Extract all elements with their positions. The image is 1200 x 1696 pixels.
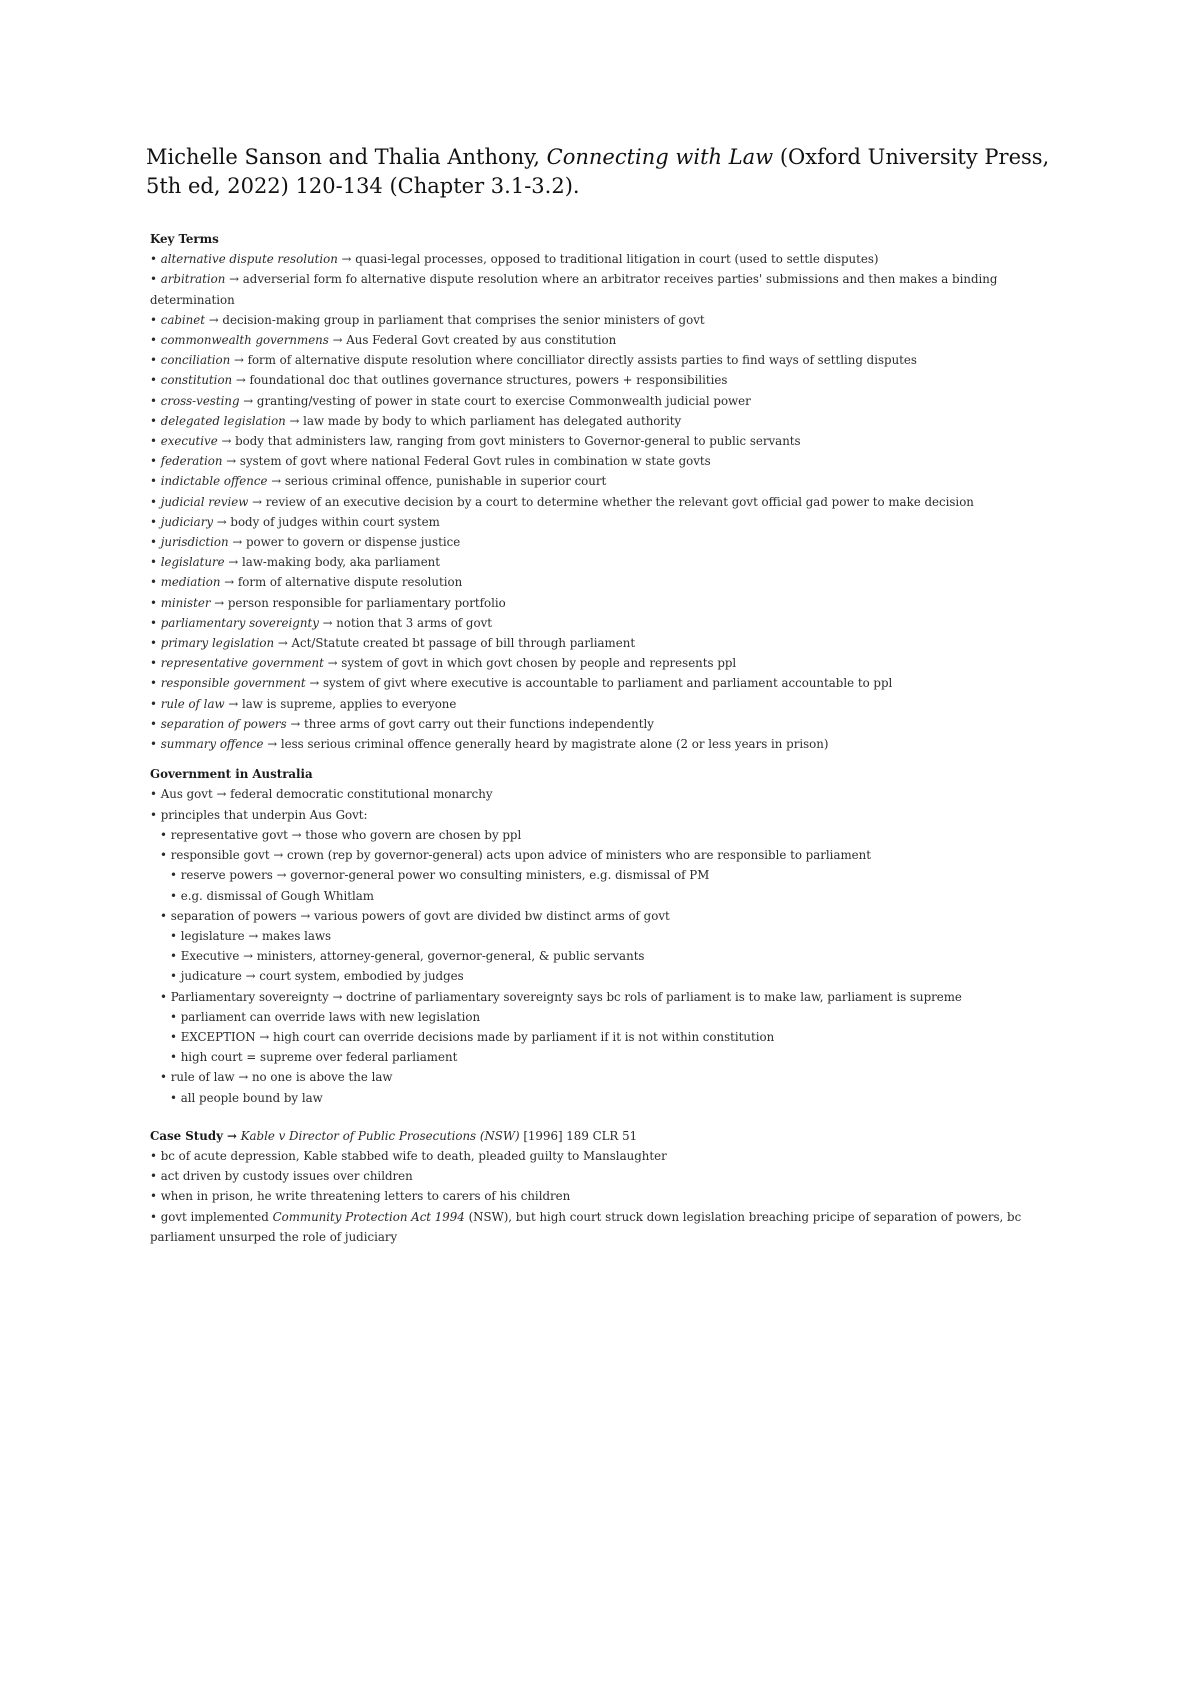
arrow-icon: → bbox=[224, 696, 242, 711]
bullet: • bbox=[150, 656, 161, 671]
key-term: alternative dispute resolution bbox=[160, 252, 338, 267]
list-item: • reserve powers → governor-general power wo consulting ministers, e.g. dismissal of PM bbox=[170, 868, 710, 883]
arrow-icon: → bbox=[228, 535, 246, 550]
arrow-icon: → bbox=[205, 312, 223, 327]
key-term: responsible government bbox=[160, 676, 306, 691]
key-term: arbitration bbox=[160, 272, 226, 287]
key-term-item bbox=[150, 310, 1050, 330]
bullet: • bbox=[150, 393, 161, 408]
bullet: • bbox=[150, 676, 161, 691]
key-term-item bbox=[150, 593, 1050, 613]
case-citation: [1996] 189 CLR 51 bbox=[523, 1128, 638, 1143]
key-term-item bbox=[150, 350, 1050, 370]
title-publication: (Oxford University Press, 5th ed, 2022) 120-134 (Chapter 3.1-3.2). bbox=[146, 145, 1050, 198]
bullet: • bbox=[150, 252, 161, 267]
key-term-item bbox=[150, 391, 1050, 411]
key-term-item bbox=[150, 330, 1050, 350]
key-term: judicial review bbox=[160, 494, 249, 509]
list-item: • judicature → court system, embodied by judges bbox=[170, 969, 464, 984]
arrow-icon: → bbox=[217, 434, 236, 449]
arrow-icon: → bbox=[286, 716, 305, 731]
key-term-definition: law-making body, aka parliament bbox=[242, 555, 441, 570]
key-term-item bbox=[150, 411, 1050, 431]
list-item: • when in prison, he write threatening letters to carers of his children bbox=[150, 1189, 571, 1204]
key-term-definition: serious criminal offence, punishable in superior court bbox=[284, 474, 607, 489]
key-term: executive bbox=[160, 434, 218, 449]
act-name: Community Protection Act 1994 bbox=[272, 1209, 465, 1224]
key-term-definition: quasi-legal processes, opposed to traditional litigation in court (used to settle disputes) bbox=[355, 252, 879, 267]
bullet: • bbox=[150, 716, 161, 731]
case-study-list bbox=[150, 1146, 1050, 1247]
bullet: • bbox=[150, 535, 161, 550]
key-term-definition: Aus Federal Govt created by aus constitution bbox=[346, 333, 617, 348]
bullet: • bbox=[150, 494, 161, 509]
key-term-definition: body of judges within court system bbox=[230, 514, 440, 529]
list-item: • Parliamentary sovereignty → doctrine of parliamentary sovereignty says bc rols of parliament is to make law, parliament is supreme bbox=[160, 989, 962, 1004]
list-item: • rule of law → no one is above the law bbox=[160, 1070, 393, 1085]
government-list bbox=[150, 784, 1050, 1107]
key-term-item bbox=[150, 431, 1050, 451]
key-term-definition: foundational doc that outlines governance structures, powers + responsibilities bbox=[249, 373, 728, 388]
key-term-item bbox=[150, 471, 1050, 491]
key-term-definition: Act/Statute created bt passage of bill through parliament bbox=[291, 636, 636, 651]
key-terms-heading: Key Terms bbox=[150, 232, 219, 246]
bullet: • bbox=[150, 413, 161, 428]
key-term: primary legislation bbox=[160, 636, 275, 651]
key-term-item bbox=[150, 673, 1050, 693]
key-terms-list bbox=[150, 249, 1050, 754]
key-term: summary offence bbox=[160, 737, 264, 752]
list-item: • Aus govt → federal democratic constitutional monarchy bbox=[150, 787, 493, 802]
key-term-definition: body that administers law, ranging from govt ministers to Governor-general to public servants bbox=[235, 434, 801, 449]
key-term: conciliation bbox=[160, 353, 231, 368]
key-term: federation bbox=[160, 454, 223, 469]
key-term: delegated legislation bbox=[160, 413, 286, 428]
key-term-item bbox=[150, 633, 1050, 653]
list-item bbox=[150, 1207, 1050, 1247]
key-term-item bbox=[150, 572, 1050, 592]
bullet: • bbox=[150, 353, 161, 368]
key-term: parliamentary sovereignty bbox=[160, 615, 319, 630]
key-term-definition: form of alternative dispute resolution bbox=[237, 575, 463, 590]
key-term: cabinet bbox=[160, 312, 206, 327]
key-term-definition: power to govern or dispense justice bbox=[245, 535, 461, 550]
key-term-definition: person responsible for parliamentary portfolio bbox=[227, 595, 506, 610]
list-item: • separation of powers → various powers of govt are divided bw distinct arms of govt bbox=[160, 908, 670, 923]
key-term: jurisdiction bbox=[160, 535, 229, 550]
arrow-icon: → bbox=[323, 656, 342, 671]
arrow-icon: → bbox=[318, 615, 337, 630]
key-term-item bbox=[150, 269, 1050, 309]
bullet: • bbox=[150, 434, 161, 449]
citation-title bbox=[146, 143, 1056, 201]
arrow-icon: → bbox=[220, 575, 238, 590]
key-term: minister bbox=[160, 595, 211, 610]
list-item: • Executive → ministers, attorney-general, governor-general, & public servants bbox=[170, 949, 645, 964]
title-book: Connecting with Law bbox=[546, 145, 774, 169]
arrow-icon: → bbox=[230, 353, 248, 368]
key-term: constitution bbox=[160, 373, 233, 388]
key-term-item bbox=[150, 492, 1050, 512]
bullet: • bbox=[150, 575, 161, 590]
key-term-definition: notion that 3 arms of govt bbox=[336, 615, 492, 630]
case-name: Kable v Director of Public Prosecutions (NSW) bbox=[240, 1128, 520, 1143]
key-term: judiciary bbox=[160, 514, 214, 529]
key-term-item bbox=[150, 370, 1050, 390]
arrow-icon: → bbox=[222, 454, 240, 469]
key-term: rule of law bbox=[160, 696, 225, 711]
list-item: • high court = supreme over federal parliament bbox=[170, 1050, 458, 1065]
key-term: legislature bbox=[160, 555, 225, 570]
bullet: • bbox=[150, 454, 161, 469]
key-term-definition: law made by body to which parliament has delegated authority bbox=[303, 413, 682, 428]
bullet: • bbox=[150, 737, 161, 752]
arrow-icon: → bbox=[263, 737, 281, 752]
arrow-icon: → bbox=[305, 676, 323, 691]
arrow-icon: → bbox=[225, 272, 243, 287]
key-term: separation of powers bbox=[160, 716, 287, 731]
title-authors: Michelle Sanson and Thalia Anthony, bbox=[146, 145, 547, 169]
arrow-icon: → bbox=[239, 393, 257, 408]
case-study-label: Case Study → bbox=[150, 1128, 237, 1143]
list-item: • all people bound by law bbox=[170, 1090, 323, 1105]
key-term-definition: review of an executive decision by a court to determine whether the relevant govt official gad power to make decision bbox=[265, 494, 974, 509]
arrow-icon: → bbox=[210, 595, 228, 610]
key-term-item bbox=[150, 734, 1050, 754]
bullet: • bbox=[150, 333, 161, 348]
list-item: • bc of acute depression, Kable stabbed wife to death, pleaded guilty to Manslaughter bbox=[150, 1148, 667, 1163]
bullet: • bbox=[150, 474, 161, 489]
key-term: cross-vesting bbox=[160, 393, 240, 408]
key-term-item bbox=[150, 694, 1050, 714]
bullet: • bbox=[150, 615, 161, 630]
key-term-item bbox=[150, 552, 1050, 572]
list-item: • legislature → makes laws bbox=[170, 928, 332, 943]
arrow-icon: → bbox=[267, 474, 285, 489]
bullet: • bbox=[150, 555, 161, 570]
list-item: • act driven by custody issues over children bbox=[150, 1169, 413, 1184]
key-term-item bbox=[150, 613, 1050, 633]
list-item: • representative govt → those who govern are chosen by ppl bbox=[160, 827, 522, 842]
key-term-definition: three arms of govt carry out their functions independently bbox=[304, 716, 654, 731]
key-term: representative government bbox=[160, 656, 324, 671]
bullet: • bbox=[150, 696, 161, 711]
key-term-item bbox=[150, 714, 1050, 734]
key-term-definition: decision-making group in parliament that comprises the senior ministers of govt bbox=[222, 312, 705, 327]
key-term: indictable offence bbox=[160, 474, 268, 489]
list-item: • e.g. dismissal of Gough Whitlam bbox=[170, 888, 374, 903]
arrow-icon: → bbox=[224, 555, 243, 570]
list-item: • EXCEPTION → high court can override decisions made by parliament if it is not within constitution bbox=[170, 1029, 775, 1044]
bullet: • bbox=[150, 595, 161, 610]
list-item: • principles that underpin Aus Govt: bbox=[150, 807, 368, 822]
case-item-text: (NSW), but high court struck down legislation breaching pricipe of separation of powers, bc parliament unsurped the role of judiciary bbox=[150, 1209, 1022, 1244]
key-term-item bbox=[150, 512, 1050, 532]
case-item-text: • govt implemented bbox=[150, 1209, 273, 1224]
key-term-definition: system of givt where executive is accountable to parliament and parliament accountable to ppl bbox=[322, 676, 893, 691]
bullet: • bbox=[150, 636, 161, 651]
bullet: • bbox=[150, 514, 161, 529]
government-heading: Government in Australia bbox=[150, 767, 313, 782]
key-term-definition: form of alternative dispute resolution where concilliator directly assists parties to find ways of settling disputes bbox=[247, 353, 917, 368]
key-term-item bbox=[150, 532, 1050, 552]
arrow-icon: → bbox=[232, 373, 250, 388]
key-term-item bbox=[150, 451, 1050, 471]
list-item: • parliament can override laws with new legislation bbox=[170, 1009, 481, 1024]
bullet: • bbox=[150, 272, 161, 287]
arrow-icon: → bbox=[274, 636, 292, 651]
key-term-definition: law is supreme, applies to everyone bbox=[241, 696, 457, 711]
key-term: mediation bbox=[160, 575, 221, 590]
key-term: commonwealth governmens bbox=[160, 333, 329, 348]
key-term-item bbox=[150, 249, 1050, 269]
key-term-definition: adverserial form fo alternative dispute resolution where an arbitrator receives parties' submissions and then makes a binding determination bbox=[150, 272, 998, 307]
case-study-header bbox=[150, 1126, 1050, 1146]
notes-body bbox=[150, 229, 1050, 1247]
arrow-icon: → bbox=[248, 494, 266, 509]
arrow-icon: → bbox=[213, 514, 231, 529]
key-term-definition: granting/vesting of power in state court to exercise Commonwealth judicial power bbox=[256, 393, 751, 408]
key-term-definition: system of govt in which govt chosen by people and represents ppl bbox=[341, 656, 737, 671]
list-item: • responsible govt → crown (rep by governor-general) acts upon advice of ministers who are responsible to parliament bbox=[160, 848, 871, 863]
bullet: • bbox=[150, 373, 161, 388]
key-term-definition: system of govt where national Federal Govt rules in combination w state govts bbox=[239, 454, 711, 469]
arrow-icon: → bbox=[285, 413, 304, 428]
arrow-icon: → bbox=[337, 252, 356, 267]
arrow-icon: → bbox=[328, 333, 347, 348]
bullet: • bbox=[150, 312, 161, 327]
key-term-definition: less serious criminal offence generally heard by magistrate alone (2 or less years in prison) bbox=[280, 737, 829, 752]
key-term-item bbox=[150, 653, 1050, 673]
